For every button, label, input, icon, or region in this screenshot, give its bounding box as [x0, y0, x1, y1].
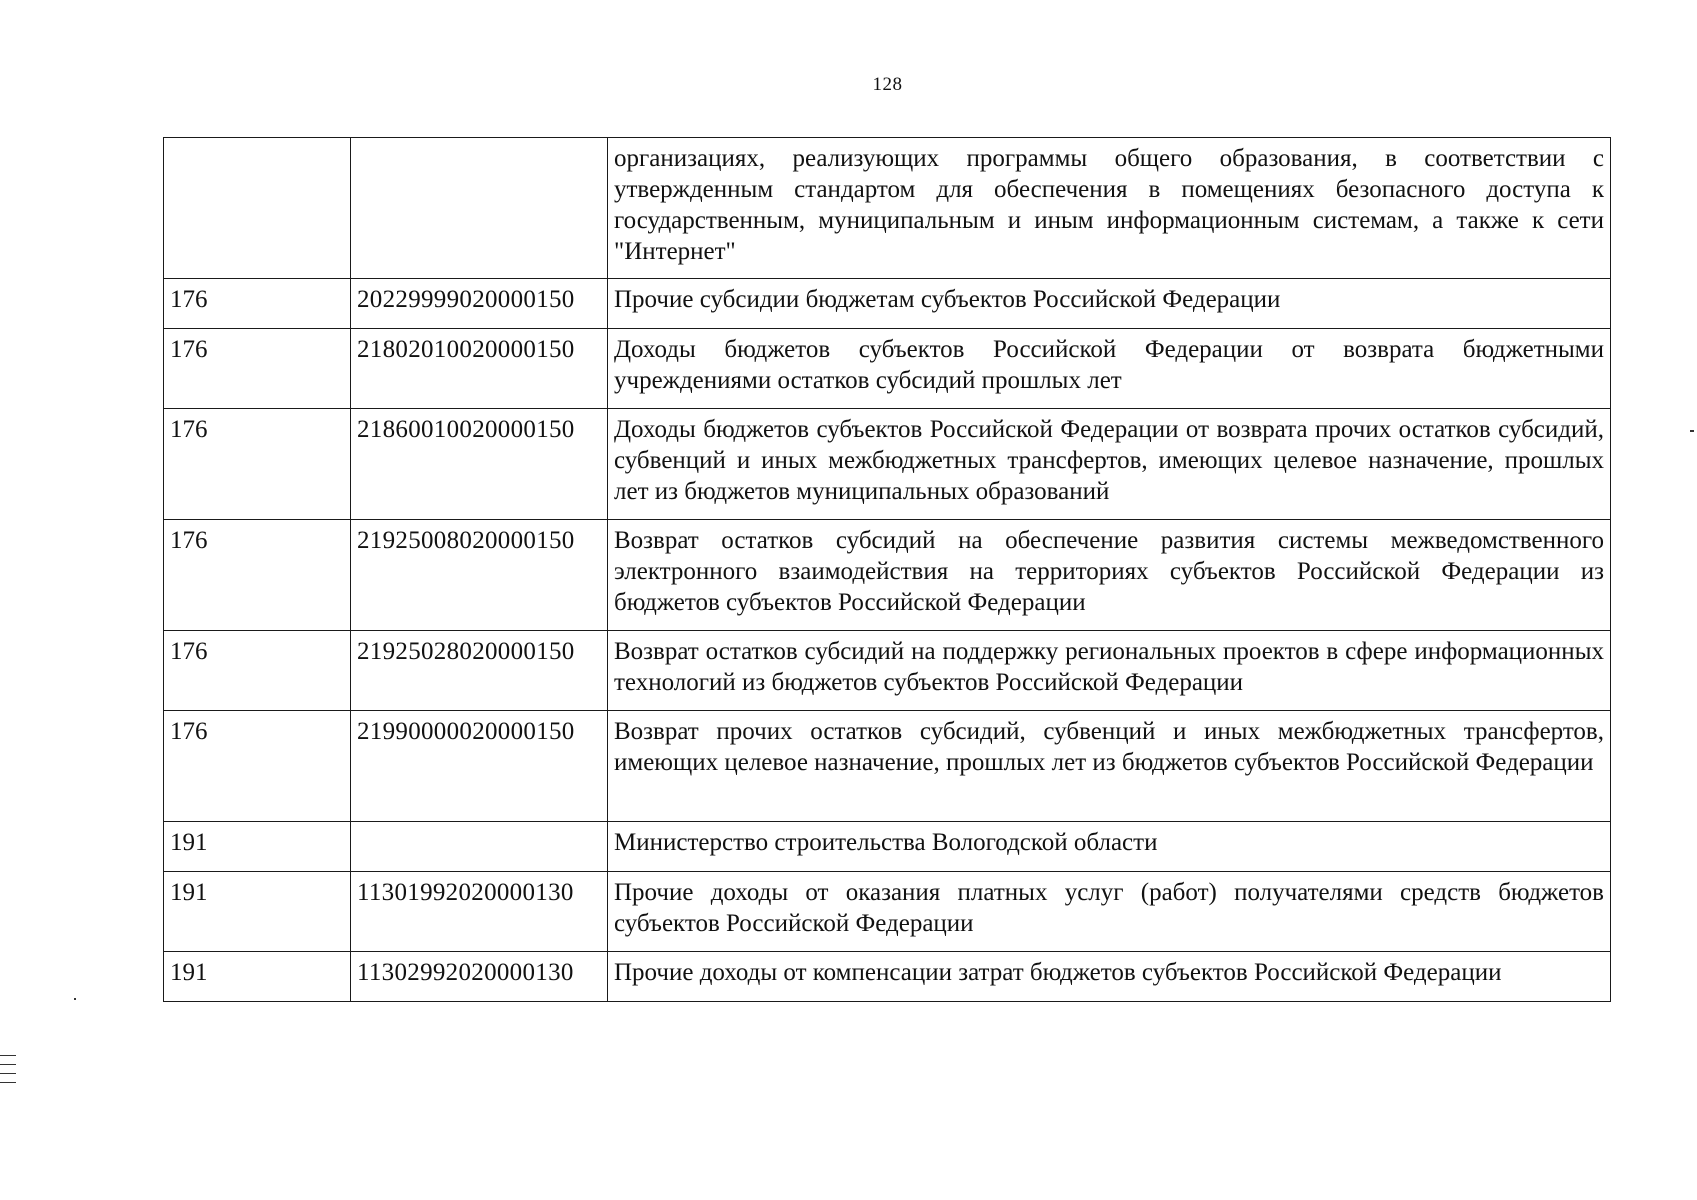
revenue-name-cell: Возврат остатков субсидий на обеспечение развития системы межведомственного электронного взаимодействия на территориях субъектов Российской Федерации из бюджетов субъектов Российской Федерации [608, 520, 1611, 631]
revenue-code-cell: 11302992020000130 [351, 952, 608, 1002]
table-row [164, 872, 1611, 952]
revenue-name-cell: Доходы бюджетов субъектов Российской Федерации от возврата прочих остатков субсидий, субвенций и иных межбюджетных трансфертов, имеющих целевое назначение, прошлых лет из бюджетов муниципальных образований [608, 409, 1611, 520]
admin-code-cell: 176 [164, 279, 351, 329]
revenue-code-cell: 21925008020000150 [351, 520, 608, 631]
revenue-code-cell [351, 138, 608, 279]
revenue-name-cell: Прочие субсидии бюджетам субъектов Российской Федерации [608, 279, 1611, 329]
scan-edge-marks [0, 1055, 16, 1091]
revenue-code-cell: 20229999020000150 [351, 279, 608, 329]
revenue-code-cell [351, 822, 608, 872]
admin-code-cell: 176 [164, 329, 351, 409]
admin-code-cell: 176 [164, 520, 351, 631]
revenue-name-cell: Прочие доходы от оказания платных услуг (работ) получателями средств бюджетов субъектов Российской Федерации [608, 872, 1611, 952]
revenue-code-cell: 21990000020000150 [351, 711, 608, 822]
revenue-code-cell: 21802010020000150 [351, 329, 608, 409]
table-row [164, 711, 1611, 822]
table-row [164, 631, 1611, 711]
revenue-name-cell: Министерство строительства Вологодской области [608, 822, 1611, 872]
admin-code-cell: 191 [164, 872, 351, 952]
revenue-code-cell: 21925028020000150 [351, 631, 608, 711]
revenue-name-cell: Возврат прочих остатков субсидий, субвенций и иных межбюджетных трансфертов, имеющих целевое назначение, прошлых лет из бюджетов субъектов Российской Федерации [608, 711, 1611, 822]
revenue-name-cell: организациях, реализующих программы общего образования, в соответствии с утвержденным стандартом для обеспечения в помещениях безопасного доступа к государственным, муниципальным и иным информационным системам, а также к сети "Интернет" [608, 138, 1611, 279]
table-row [164, 329, 1611, 409]
table-row [164, 279, 1611, 329]
revenue-name-cell: Возврат остатков субсидий на поддержку региональных проектов в сфере информационных технологий из бюджетов субъектов Российской Федерации [608, 631, 1611, 711]
revenue-name-cell: Доходы бюджетов субъектов Российской Федерации от возврата бюджетными учреждениями остатков субсидий прошлых лет [608, 329, 1611, 409]
table-row [164, 138, 1611, 279]
scan-speck [74, 998, 76, 1000]
admin-code-cell: 176 [164, 631, 351, 711]
admin-code-cell: 176 [164, 711, 351, 822]
table-row [164, 409, 1611, 520]
table-row [164, 822, 1611, 872]
page-number: 128 [872, 74, 903, 95]
revenue-name-cell: Прочие доходы от компенсации затрат бюджетов субъектов Российской Федерации [608, 952, 1611, 1002]
revenue-code-cell: 21860010020000150 [351, 409, 608, 520]
table-row [164, 520, 1611, 631]
admin-code-cell: 176 [164, 409, 351, 520]
budget-revenue-table [163, 137, 1611, 1002]
revenue-code-cell: 11301992020000130 [351, 872, 608, 952]
admin-code-cell [164, 138, 351, 279]
scan-speck [1690, 430, 1694, 432]
table-row [164, 952, 1611, 1002]
admin-code-cell: 191 [164, 822, 351, 872]
admin-code-cell: 191 [164, 952, 351, 1002]
